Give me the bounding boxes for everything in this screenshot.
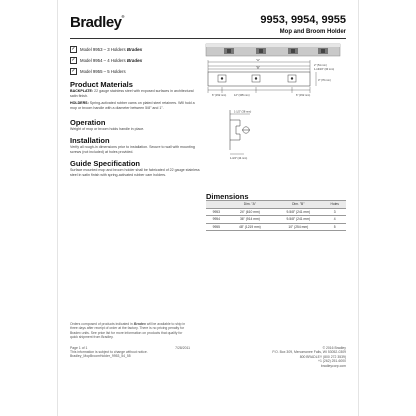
- dim-detail-label: 1-1/2" (38 mm): [234, 110, 252, 114]
- guide-heading: Guide Specification: [70, 159, 141, 168]
- product-subtitle: Mop and Broom Holder: [279, 29, 346, 35]
- table-row: [206, 216, 346, 224]
- table-cell: 10" (254 mm): [273, 223, 323, 231]
- table-cell: 9953: [206, 208, 227, 216]
- footer-right: [236, 346, 346, 368]
- table-cell: 9-5/8" (241 mm): [273, 216, 323, 224]
- bradex-brand-mark: Bradex: [126, 57, 143, 63]
- dim-bottom-left-label: 6" (152 mm): [212, 94, 227, 97]
- table-header-cell: Holes: [323, 201, 346, 209]
- installation-paragraph: Verify all rough-in dimensions prior to installation. Secure to wall with mounting screws (not included) at holes provided.: [70, 145, 195, 154]
- dim-side-label: 1-13/16" (30 mm): [314, 68, 335, 71]
- backplate-paragraph: BACKPLATE: 22 gauge stainless steel with exposed surfaces in architectural satin finish.: [70, 89, 194, 98]
- model-option-label: Model 9953 – 3 Holders Bradex: [80, 46, 143, 52]
- table-cell: 3: [323, 208, 346, 216]
- checkbox-checked-icon[interactable]: ✓: [71, 56, 76, 63]
- copyright-text: © 2016 Bradley: [322, 346, 346, 350]
- model-numbers-title: 9953, 9954, 9955: [260, 14, 346, 26]
- table-cell: 48" (1219 mm): [227, 223, 274, 231]
- materials-heading: Product Materials: [70, 80, 133, 89]
- product-photo: [206, 44, 340, 56]
- dimensions-table: [206, 200, 346, 231]
- model-option-9954[interactable]: [70, 55, 200, 65]
- bradex-brand-mark: Bradex: [126, 46, 143, 52]
- model-checklist: [70, 44, 200, 77]
- dim-bottom-right-label: 6" (152 mm): [296, 94, 311, 97]
- operation-heading: Operation: [70, 118, 106, 127]
- revision-date: 7/28/2011: [175, 345, 190, 350]
- table-cell: 4: [323, 216, 346, 224]
- company-address: P.O. Box 309, Menomonee Falls, WI 53052-0309: [272, 350, 346, 355]
- model-option-label: Model 9954 – 4 Holders Bradex: [80, 57, 143, 63]
- table-header-cell: [206, 201, 227, 209]
- document-id: Bradley_MopBroomHolder_9953_54_55: [70, 354, 131, 359]
- table-cell: 36" (914 mm): [227, 216, 274, 224]
- technical-drawing: [200, 40, 346, 186]
- dim-detail2-label: 1-3/4" (44 mm): [230, 157, 248, 160]
- quick-ship-note: Orders composed of products indicated in Bradex will be available to ship in three days after receipt of order at the factory. There is no pricing penalty for Bradex units. See price list for more information on products that qualify for quick shipment from Bradley.: [70, 322, 186, 340]
- table-header-cell: Dim. "A": [227, 201, 274, 209]
- table-cell: 9954: [206, 216, 227, 224]
- dim-side2-label: 3" (76 mm): [318, 79, 331, 82]
- model-option-9955[interactable]: [70, 66, 200, 76]
- holders-paragraph: HOLDERS: Spring-activated rubber cams on plated steel retainers. Will hold a mop or broom handle with a diameter between 5/8" and 1".: [70, 101, 195, 110]
- dim-b-label: "B": [255, 65, 261, 70]
- table-cell: 5: [323, 223, 346, 231]
- bradex-brand-mark: Bradex: [133, 322, 146, 326]
- model-option-label: Model 9955 – 5 Holders: [80, 68, 126, 74]
- holder-section-detail: [230, 110, 250, 150]
- model-option-9953[interactable]: [70, 44, 200, 54]
- checkbox-checked-icon[interactable]: ✓: [71, 45, 76, 52]
- table-cell: 24" (610 mm): [227, 208, 274, 216]
- guide-paragraph: Surface mounted mop and broom holder shall be fabricated of 22 gauge stainless steel in satin finish with spring-activated rubber cam holders.: [70, 168, 200, 177]
- dimensions-heading: Dimensions: [206, 192, 249, 201]
- table-cell: 9955: [206, 223, 227, 231]
- table-header-cell: Dim. "B": [273, 201, 323, 209]
- dim-bottom-mid-label: 12" (305 mm): [234, 94, 250, 97]
- fax-number: +1 (262) 251-6000: [318, 359, 346, 364]
- bradley-logo: Bradley®: [70, 14, 124, 31]
- operation-paragraph: Weight of mop or broom holds handle in place.: [70, 127, 145, 131]
- table-row: [206, 208, 346, 216]
- dim-a-label: "A": [255, 58, 261, 62]
- website-link[interactable]: bradleycorp.com: [320, 363, 346, 368]
- spec-sheet-page: [58, 0, 358, 416]
- page-number: Page 1 of 1: [70, 345, 88, 350]
- table-row: [206, 223, 346, 231]
- phone-number: 800 BRADLEY (800 272 3539): [299, 354, 346, 359]
- header-divider: [70, 38, 346, 39]
- disclaimer-text: This information is subject to change without notice.: [70, 350, 148, 355]
- table-header-row: [206, 201, 346, 209]
- table-cell: 9-5/8" (241 mm): [273, 208, 323, 216]
- checkbox-checked-icon[interactable]: ✓: [71, 67, 76, 74]
- dim-top-right-label: 2" (51 mm): [314, 64, 327, 67]
- footer-left: [70, 322, 190, 359]
- installation-heading: Installation: [70, 136, 110, 145]
